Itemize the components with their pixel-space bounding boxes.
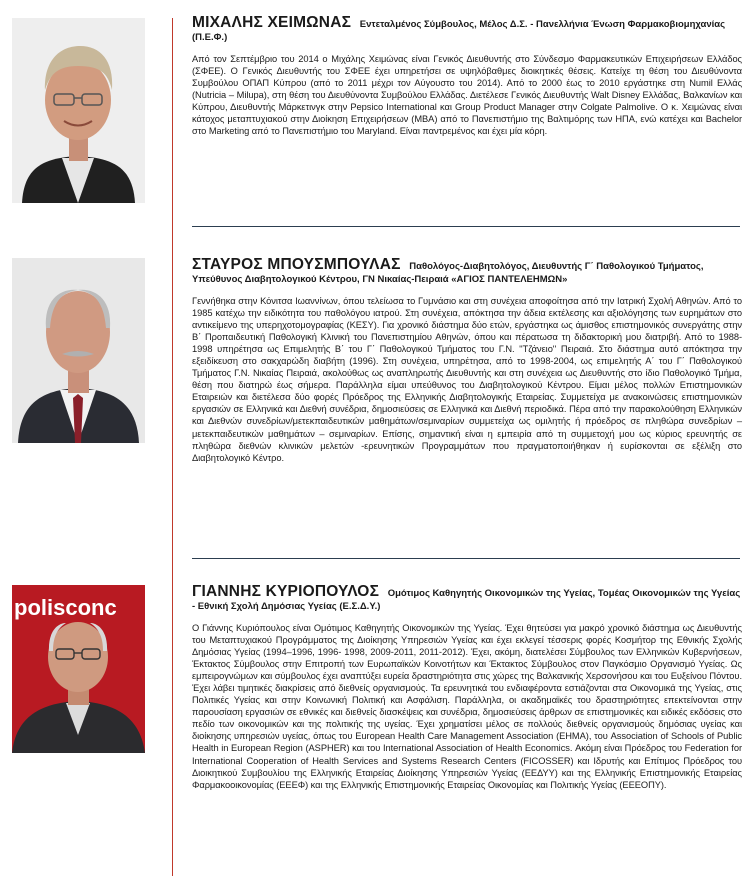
person-role: Παθολόγος-Διαβητολόγος, Διευθυντής Γ΄ Παθολογικού Τμήματος, Υπεύθυνος Διαβητολογικού Κέντρου, ΓΝ Νικαίας-Πειραιά «ΑΓΙΟΣ ΠΑΝΤΕΛΕΗΜΩΝ» [192,261,704,285]
section-separator [192,226,740,227]
portrait-3 [12,585,145,753]
vertical-divider [172,18,173,876]
bio-entry-1 [192,16,742,137]
person-name: ΓΙΑΝΝΗΣ ΚΥΡΙΟΠΟΥΛΟΣ [192,583,380,600]
bio-entry-3 [192,585,742,791]
person-name: ΣΤΑΥΡΟΣ ΜΠΟΥΣΜΠΟΥΛΑΣ [192,256,401,273]
section-separator [192,558,740,559]
person-role: Ομότιμος Καθηγητής Οικονομικών της Υγείας, Τομέας Οικονομικών της Υγείας - Εθνική Σχολή Δημόσιας Υγείας (Ε.Σ.Δ.Υ.) [192,588,741,612]
person-name: ΜΙΧΑΛΗΣ ΧΕΙΜΩΝΑΣ [192,14,352,31]
person-bio: Ο Γιάννης Κυριόπουλος είναι Ομότιμος Καθηγητής Οικονομικών της Υγείας. Έχει θητεύσει για μακρό χρονικό διάστημα ως Διευθυντής του Μεταπτυχιακού Προγράμματος της Διοίκησης Υπηρεσιών Υγείας και έχει εκλεγεί τέσσερις φορές Κοσμήτορ της Εθνικής Σχολής Δημόσιας Υγείας (1994–1996, 1996- 1998, 2009-2011, 2011-2012). Έχει, ακόμη, διατελέσει Σύμβουλος των Ελληνικών Κυβερνήσεων, Έκτακτος Σύμβουλος στην Επιτροπή των Ευρωπαϊκών Κοινοτήτων και Έκτακτος Σύμβουλος στον Παγκόσμιο Οργανισμό Υγείας. Ως εμπειρογνώμων και σύμβουλος έχει αναπτύξει ευρεία δραστηριότητα στις χώρες της Βαλκανικής Χερσονήσου και του Ευξείνου Πόντου. Έχει λάβει τιμητικές διακρίσεις από διεθνείς οργανισμούς. Τα ερευνητικά του ενδιαφέροντα εστιάζονται στα Οικονομικά της Υγείας, στις Πολιτικές Υγείας και στην Κοινωνική Πολιτική και Ασφάλιση. Παράλληλα, οι ακαδημαϊκές του δραστηριότητες επεκτείνονται στην παρουσίαση εργασιών σε εθνικές και διεθνείς διασκέψεις και συνέδρια, δημοσιεύσεις άρθρων σε επιστημονικές και ειδικές εκδόσεις στο πεδίο των οικονομικών και της πολιτικής της υγείας. Έχει χρηματίσει μέλος σε πολλούς διεθνείς οργανισμούς δημόσιας υγείας και διοίκησης υπηρεσιών υγείας, όπως του European Health Care Management Association (EHMA), του Association of Schools of Public Health in European Region (ASPHER) και του International Association of Health Economics. Ακόμη είναι Πρόεδρος του Federation for International Cooperation of Health Services and Systems Research Centers (FICOSSER) και Ιδρυτής και Επίτιμος Πρόεδρος του Διοικητικού Συμβουλίου της Ελληνικής Εταιρείας Διοίκησης Υπηρεσιών Υγείας (ΕΕΔΥΥ) και της Ελληνικής Επιστημονικής Εταιρείας Φαρμακοοικονομίας (ΕΕΕΦ) και της Ελληνικής Επιστημονικής Εταιρείας Οικονομίας και Πολιτικής Υγείας (ΕΕΕΟΠΥ). [192,623,742,790]
person-bio: Από τον Σεπτέμβριο του 2014 ο Μιχάλης Χειμώνας είναι Γενικός Διευθυντής στο Σύνδεσμο Φαρμακευτικών Επιχειρήσεων Ελλάδος (ΣΦΕΕ). Ο Γενικός Διευθυντής του ΣΦΕΕ έχει υπηρετήσει σε υψηλόβαθμες διοικητικές θέσεις. Κατείχε τη θέση του Διευθύνοντα Συμβούλου ΟΠΑΠ Κύπρου (από το 2011 μέχρι τον Αύγουστο του 2014). Από το 2000 έως το 2010 εργάστηκε στη Numil Ελλάς (Nutricia – Milupa), στη θέση του Διευθύνοντα Συμβούλου Ελλάδας. Διετέλεσε Γενικός Διευθυντής Walt Disney Ελλάδας, Βαλκανίων και Κύπρου, Διευθυντής Μάρκετινγκ στην Pepsico International και Group Product Manager στην Colgate Palmolive. Ο κ. Χειμώνας είναι κάτοχος μεταπτυχιακού στην Διοίκηση Επιχειρήσεων (MBA) από το Πανεπιστήμιο της Βαλτιμόρης των ΗΠΑ, ενώ κατέχει και Bachelor στο Marketing από το Πανεπιστήμιο του Maryland. Είναι παντρεμένος και έχει μία κόρη. [192,54,742,137]
portrait-1 [12,18,145,203]
portrait-2 [12,258,145,443]
person-bio: Γεννήθηκα στην Κόνιτσα Ιωαννίνων, όπου τελείωσα το Γυμνάσιο και στη συνέχεια αποφοίτησα από την Ιατρική Σχολή Αθηνών. Από το 1985 κατέχω την ειδικότητα του παθολόγου ιατρού. Στη συνέχεια, απόκτησα την άδεια εκτέλεσης και αξιολόγησης των ευρημάτων στο αντικείμενο της υπερηχοτομογραφίας (ΚΕΣΥ). Για χρονικό διάστημα δύο ετών, εργάστηκα ως άμισθος επιστημονικός συνεργάτης στην Β΄ Προπαιδευτική Παθολογική Κλινική του Πανεπιστημίου Αθηνών, όπου και πέρατωσα τη διδακτορική μου διατριβή. Από το 1988-1998 υπηρέτησα ως Επιμελητής Β΄ του Γ΄ Παθολογικού Τμήματος του Γ.Ν. ''Τζάνειο'' Πειραιά. Στο διάστημα αυτό απόκτησα την εξειδίκευση στο σακχαρώδη διαβήτη (1996). Στη συνέχεια, υπηρέτησα, από το 1998-2004, ως επιμελητής Α΄ του Γ΄ Παθολογικού Τμήματος Γ.Ν. Νικαίας Πειραιά, ακολούθως ως αναπληρωτής Διευθυντής και στη συνέχεια ως Διευθυντής στο ίδιο Παθολογικό Τμήμα, θέση που διατηρώ έως σήμερα. Παράλληλα είμαι υπεύθυνος του Διαβητολογικού Κέντρου. Είμαι μέλος πολλών Επιστημονικών Εταιρειών και διετέλεσα δύο φορές Πρόεδρος της Ελληνικής Διαβητολογικής Εταιρείας. Συμμετείχα με ανακοινώσεις επιστημονικών εργασιών σε Ελληνικά και Διεθνή συνέδρια, δημοσιεύσεις σε Ελληνικά και Διεθνή περιοδικά. Πέρα από την παρακολούθηση Ελληνικών και Διεθνών συνεδρίων/μετεκπαιδευτικών μαθημάτων/σεμιναρίων συμμετείχα ως ομιλητής ή πρόεδρος σε πληθώρα συνεδρίων – μετεκπαιδευτικών μαθημάτων – σεμιναρίων. Επίσης, σημαντική είναι η εμπειρία από τη συμμετοχή μου ως κύριος ερευνητής σε πληθώρα διεθνών κλινικών μελετών -ερευνητικών Προγραμμάτων που πραγματοποιήθηκαν ή ευρίσκονται σε εξέλιξη στο Διαβητολογικό Κέντρο. [192,296,742,463]
bio-entry-2 [192,258,742,464]
person-role: Εντεταλμένος Σύμβουλος, Μέλος Δ.Σ. - Πανελλήνια Ένωση Φαρμακοβιομηχανίας (Π.Ε.Φ.) [192,19,726,43]
backdrop-text: polisconc [14,595,117,620]
